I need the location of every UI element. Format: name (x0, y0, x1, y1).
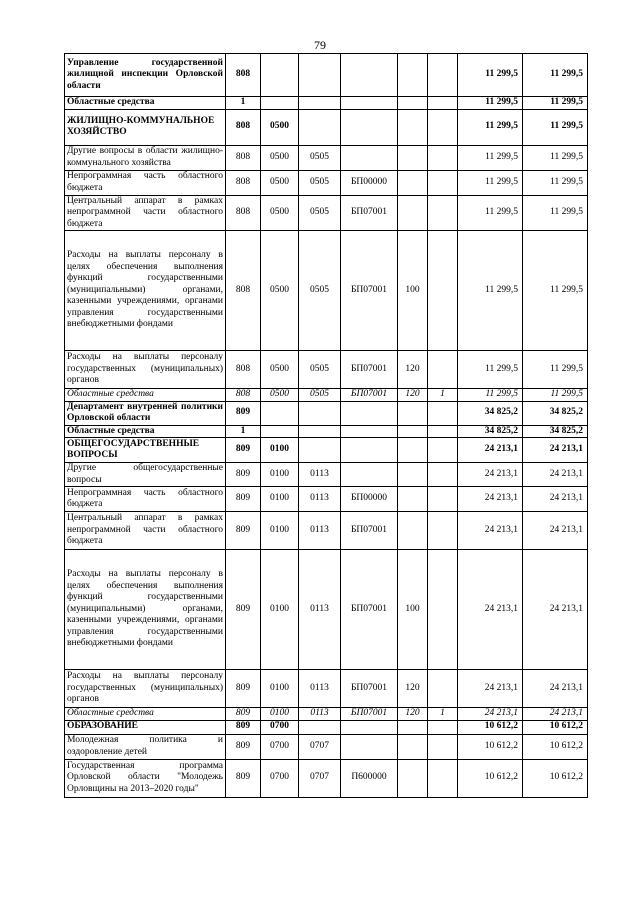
funding-source-cell (428, 550, 458, 670)
expense-type-cell (398, 145, 428, 170)
sum-year-2-cell: 24 213,1 (523, 708, 588, 721)
expense-type-cell (398, 170, 428, 195)
sum-year-1-cell: 10 612,2 (458, 759, 523, 797)
sum-year-2-cell: 11 299,5 (523, 195, 588, 231)
target-article-cell: БП00000 (341, 170, 398, 195)
item-name-cell: Управление государственной жилищной инспекции Орловской области (65, 54, 226, 97)
table-row (65, 109, 588, 145)
funding-source-cell (428, 438, 458, 463)
ministry-code-cell: 809 (226, 487, 261, 512)
section-code-cell: 0500 (261, 195, 299, 231)
table-row (65, 425, 588, 438)
table-row (65, 720, 588, 734)
expense-type-cell (398, 463, 428, 487)
sum-year-1-cell: 24 213,1 (458, 512, 523, 550)
target-article-cell: П600000 (341, 759, 398, 797)
item-name-cell: Областные средства (65, 389, 226, 402)
section-code-cell: 0100 (261, 708, 299, 721)
ministry-code-cell: 809 (226, 550, 261, 670)
target-article-cell (341, 463, 398, 487)
expense-type-cell (398, 109, 428, 145)
table-row (65, 759, 588, 797)
expense-type-cell: 100 (398, 550, 428, 670)
ministry-code-cell: 809 (226, 708, 261, 721)
sum-year-2-cell: 11 299,5 (523, 231, 588, 351)
item-name-cell: Расходы на выплаты персоналу государственных (муниципальных) органов (65, 670, 226, 708)
sum-year-1-cell: 11 299,5 (458, 231, 523, 351)
target-article-cell (341, 720, 398, 734)
table-row (65, 708, 588, 721)
sum-year-2-cell: 11 299,5 (523, 389, 588, 402)
sum-year-2-cell: 24 213,1 (523, 670, 588, 708)
table-row (65, 389, 588, 402)
subsection-code-cell: 0113 (299, 550, 341, 670)
item-name-cell: Расходы на выплаты персоналу государственных (муниципальных) органов (65, 351, 226, 389)
sum-year-2-cell: 11 299,5 (523, 97, 588, 110)
section-code-cell: 0100 (261, 438, 299, 463)
target-article-cell (341, 54, 398, 97)
table-row (65, 170, 588, 195)
funding-source-cell: 1 (428, 708, 458, 721)
sum-year-1-cell: 11 299,5 (458, 351, 523, 389)
funding-source-cell (428, 145, 458, 170)
sum-year-1-cell: 24 213,1 (458, 670, 523, 708)
budget-table (64, 53, 588, 798)
section-code-cell: 0100 (261, 670, 299, 708)
target-article-cell (341, 97, 398, 110)
sum-year-1-cell: 34 825,2 (458, 401, 523, 425)
sum-year-1-cell: 24 213,1 (458, 463, 523, 487)
subsection-code-cell: 0113 (299, 487, 341, 512)
expense-type-cell: 120 (398, 389, 428, 402)
section-code-cell: 0500 (261, 170, 299, 195)
subsection-code-cell: 0707 (299, 734, 341, 759)
section-code-cell: 0700 (261, 759, 299, 797)
ministry-code-cell: 808 (226, 389, 261, 402)
subsection-code-cell: 0113 (299, 708, 341, 721)
target-article-cell: БП07001 (341, 670, 398, 708)
target-article-cell (341, 438, 398, 463)
page-number: 79 (314, 38, 326, 52)
ministry-code-cell: 809 (226, 670, 261, 708)
section-code-cell: 0700 (261, 734, 299, 759)
expense-type-cell: 120 (398, 670, 428, 708)
section-code-cell: 0500 (261, 351, 299, 389)
table-row (65, 487, 588, 512)
funding-source-cell (428, 401, 458, 425)
target-article-cell (341, 109, 398, 145)
funding-source-cell (428, 425, 458, 438)
sum-year-2-cell: 24 213,1 (523, 487, 588, 512)
table-row (65, 145, 588, 170)
subsection-code-cell: 0505 (299, 389, 341, 402)
item-name-cell: Центральный аппарат в рамках непрограммной части областного бюджета (65, 512, 226, 550)
table-row (65, 351, 588, 389)
funding-source-cell (428, 759, 458, 797)
item-name-cell: Государственная программа Орловской области "Молодежь Орловщины на 2013–2020 годы" (65, 759, 226, 797)
funding-source-cell (428, 734, 458, 759)
subsection-code-cell (299, 97, 341, 110)
subsection-code-cell (299, 401, 341, 425)
sum-year-2-cell: 11 299,5 (523, 351, 588, 389)
section-code-cell (261, 401, 299, 425)
sum-year-1-cell: 34 825,2 (458, 425, 523, 438)
item-name-cell: ЖИЛИЩНО-КОММУНАЛЬНОЕ ХОЗЯЙСТВО (65, 109, 226, 145)
subsection-code-cell: 0113 (299, 512, 341, 550)
expense-type-cell (398, 401, 428, 425)
expense-type-cell: 100 (398, 231, 428, 351)
ministry-code-cell: 808 (226, 54, 261, 97)
sum-year-1-cell: 24 213,1 (458, 708, 523, 721)
ministry-code-cell: 809 (226, 512, 261, 550)
subsection-code-cell (299, 720, 341, 734)
table-row (65, 54, 588, 97)
item-name-cell: Непрограммная часть областного бюджета (65, 487, 226, 512)
section-code-cell (261, 425, 299, 438)
ministry-code-cell: 808 (226, 145, 261, 170)
ministry-code-cell: 1 (226, 97, 261, 110)
sum-year-2-cell: 24 213,1 (523, 550, 588, 670)
item-name-cell: Областные средства (65, 425, 226, 438)
sum-year-1-cell: 11 299,5 (458, 54, 523, 97)
item-name-cell: Расходы на выплаты персоналу в целях обеспечения выполнения функций государственными (муниципальными) органами, казенными учреждениями, органами управления государственными внебюджетными фондами (65, 231, 226, 351)
item-name-cell: ОБРАЗОВАНИЕ (65, 720, 226, 734)
section-code-cell (261, 97, 299, 110)
target-article-cell: БП07001 (341, 231, 398, 351)
expense-type-cell (398, 512, 428, 550)
item-name-cell: Департамент внутренней политики Орловской области (65, 401, 226, 425)
table-row (65, 195, 588, 231)
item-name-cell: Непрограммная часть областного бюджета (65, 170, 226, 195)
ministry-code-cell: 1 (226, 425, 261, 438)
sum-year-2-cell: 11 299,5 (523, 145, 588, 170)
sum-year-2-cell: 11 299,5 (523, 54, 588, 97)
target-article-cell: БП07001 (341, 351, 398, 389)
ministry-code-cell: 808 (226, 351, 261, 389)
item-name-cell: Молодежная политика и оздоровление детей (65, 734, 226, 759)
table-row (65, 550, 588, 670)
funding-source-cell (428, 351, 458, 389)
subsection-code-cell: 0113 (299, 463, 341, 487)
funding-source-cell (428, 170, 458, 195)
expense-type-cell (398, 734, 428, 759)
sum-year-1-cell: 11 299,5 (458, 97, 523, 110)
expense-type-cell (398, 487, 428, 512)
sum-year-2-cell: 34 825,2 (523, 425, 588, 438)
funding-source-cell (428, 54, 458, 97)
sum-year-2-cell: 11 299,5 (523, 109, 588, 145)
funding-source-cell (428, 512, 458, 550)
ministry-code-cell: 809 (226, 720, 261, 734)
target-article-cell: БП00000 (341, 487, 398, 512)
sum-year-1-cell: 24 213,1 (458, 487, 523, 512)
ministry-code-cell: 809 (226, 438, 261, 463)
expense-type-cell (398, 720, 428, 734)
expense-type-cell (398, 97, 428, 110)
table-row (65, 97, 588, 110)
sum-year-1-cell: 11 299,5 (458, 389, 523, 402)
item-name-cell: Другие общегосударственные вопросы (65, 463, 226, 487)
table-row (65, 512, 588, 550)
target-article-cell: БП07001 (341, 512, 398, 550)
sum-year-2-cell: 24 213,1 (523, 512, 588, 550)
target-article-cell (341, 734, 398, 759)
expense-type-cell (398, 438, 428, 463)
target-article-cell (341, 401, 398, 425)
sum-year-1-cell: 10 612,2 (458, 734, 523, 759)
section-code-cell: 0100 (261, 463, 299, 487)
item-name-cell: ОБЩЕГОСУДАРСТВЕННЫЕ ВОПРОСЫ (65, 438, 226, 463)
section-code-cell: 0500 (261, 109, 299, 145)
funding-source-cell (428, 670, 458, 708)
table-body (65, 54, 588, 798)
subsection-code-cell (299, 109, 341, 145)
subsection-code-cell: 0113 (299, 670, 341, 708)
ministry-code-cell: 808 (226, 170, 261, 195)
ministry-code-cell: 809 (226, 463, 261, 487)
sum-year-1-cell: 11 299,5 (458, 109, 523, 145)
subsection-code-cell: 0505 (299, 231, 341, 351)
funding-source-cell (428, 109, 458, 145)
target-article-cell: БП07001 (341, 550, 398, 670)
item-name-cell: Центральный аппарат в рамках непрограммной части областного бюджета (65, 195, 226, 231)
table-row (65, 231, 588, 351)
ministry-code-cell: 809 (226, 734, 261, 759)
section-code-cell: 0500 (261, 145, 299, 170)
target-article-cell: БП07001 (341, 195, 398, 231)
funding-source-cell (428, 231, 458, 351)
item-name-cell: Областные средства (65, 97, 226, 110)
sum-year-2-cell: 24 213,1 (523, 463, 588, 487)
subsection-code-cell: 0505 (299, 195, 341, 231)
sum-year-2-cell: 10 612,2 (523, 720, 588, 734)
subsection-code-cell: 0505 (299, 351, 341, 389)
expense-type-cell: 120 (398, 351, 428, 389)
table-row (65, 438, 588, 463)
item-name-cell: Областные средства (65, 708, 226, 721)
sum-year-1-cell: 24 213,1 (458, 438, 523, 463)
table-row (65, 401, 588, 425)
subsection-code-cell (299, 438, 341, 463)
subsection-code-cell: 0707 (299, 759, 341, 797)
target-article-cell (341, 425, 398, 438)
expense-type-cell: 120 (398, 708, 428, 721)
table-row (65, 670, 588, 708)
funding-source-cell (428, 720, 458, 734)
subsection-code-cell: 0505 (299, 145, 341, 170)
sum-year-2-cell: 11 299,5 (523, 170, 588, 195)
section-code-cell: 0700 (261, 720, 299, 734)
table-row (65, 463, 588, 487)
funding-source-cell (428, 195, 458, 231)
table-row (65, 734, 588, 759)
sum-year-2-cell: 10 612,2 (523, 759, 588, 797)
subsection-code-cell (299, 425, 341, 438)
section-code-cell: 0100 (261, 550, 299, 670)
sum-year-2-cell: 24 213,1 (523, 438, 588, 463)
ministry-code-cell: 809 (226, 759, 261, 797)
ministry-code-cell: 808 (226, 195, 261, 231)
subsection-code-cell (299, 54, 341, 97)
expense-type-cell (398, 54, 428, 97)
ministry-code-cell: 808 (226, 109, 261, 145)
item-name-cell: Другие вопросы в области жилищно-коммунального хозяйства (65, 145, 226, 170)
sum-year-1-cell: 11 299,5 (458, 170, 523, 195)
expense-type-cell (398, 425, 428, 438)
sum-year-2-cell: 10 612,2 (523, 734, 588, 759)
sum-year-1-cell: 11 299,5 (458, 145, 523, 170)
section-code-cell: 0500 (261, 389, 299, 402)
sum-year-2-cell: 34 825,2 (523, 401, 588, 425)
target-article-cell: БП07001 (341, 708, 398, 721)
item-name-cell: Расходы на выплаты персоналу в целях обеспечения выполнения функций государственными (муниципальными) органами, казенными учреждениями, органами управления государственными внебюджетными фондами (65, 550, 226, 670)
funding-source-cell (428, 97, 458, 110)
expense-type-cell (398, 759, 428, 797)
funding-source-cell: 1 (428, 389, 458, 402)
section-code-cell: 0100 (261, 487, 299, 512)
sum-year-1-cell: 24 213,1 (458, 550, 523, 670)
section-code-cell: 0100 (261, 512, 299, 550)
subsection-code-cell: 0505 (299, 170, 341, 195)
sum-year-1-cell: 11 299,5 (458, 195, 523, 231)
target-article-cell (341, 145, 398, 170)
sum-year-1-cell: 10 612,2 (458, 720, 523, 734)
expense-type-cell (398, 195, 428, 231)
ministry-code-cell: 809 (226, 401, 261, 425)
target-article-cell: БП07001 (341, 389, 398, 402)
section-code-cell: 0500 (261, 231, 299, 351)
funding-source-cell (428, 463, 458, 487)
ministry-code-cell: 808 (226, 231, 261, 351)
funding-source-cell (428, 487, 458, 512)
section-code-cell (261, 54, 299, 97)
